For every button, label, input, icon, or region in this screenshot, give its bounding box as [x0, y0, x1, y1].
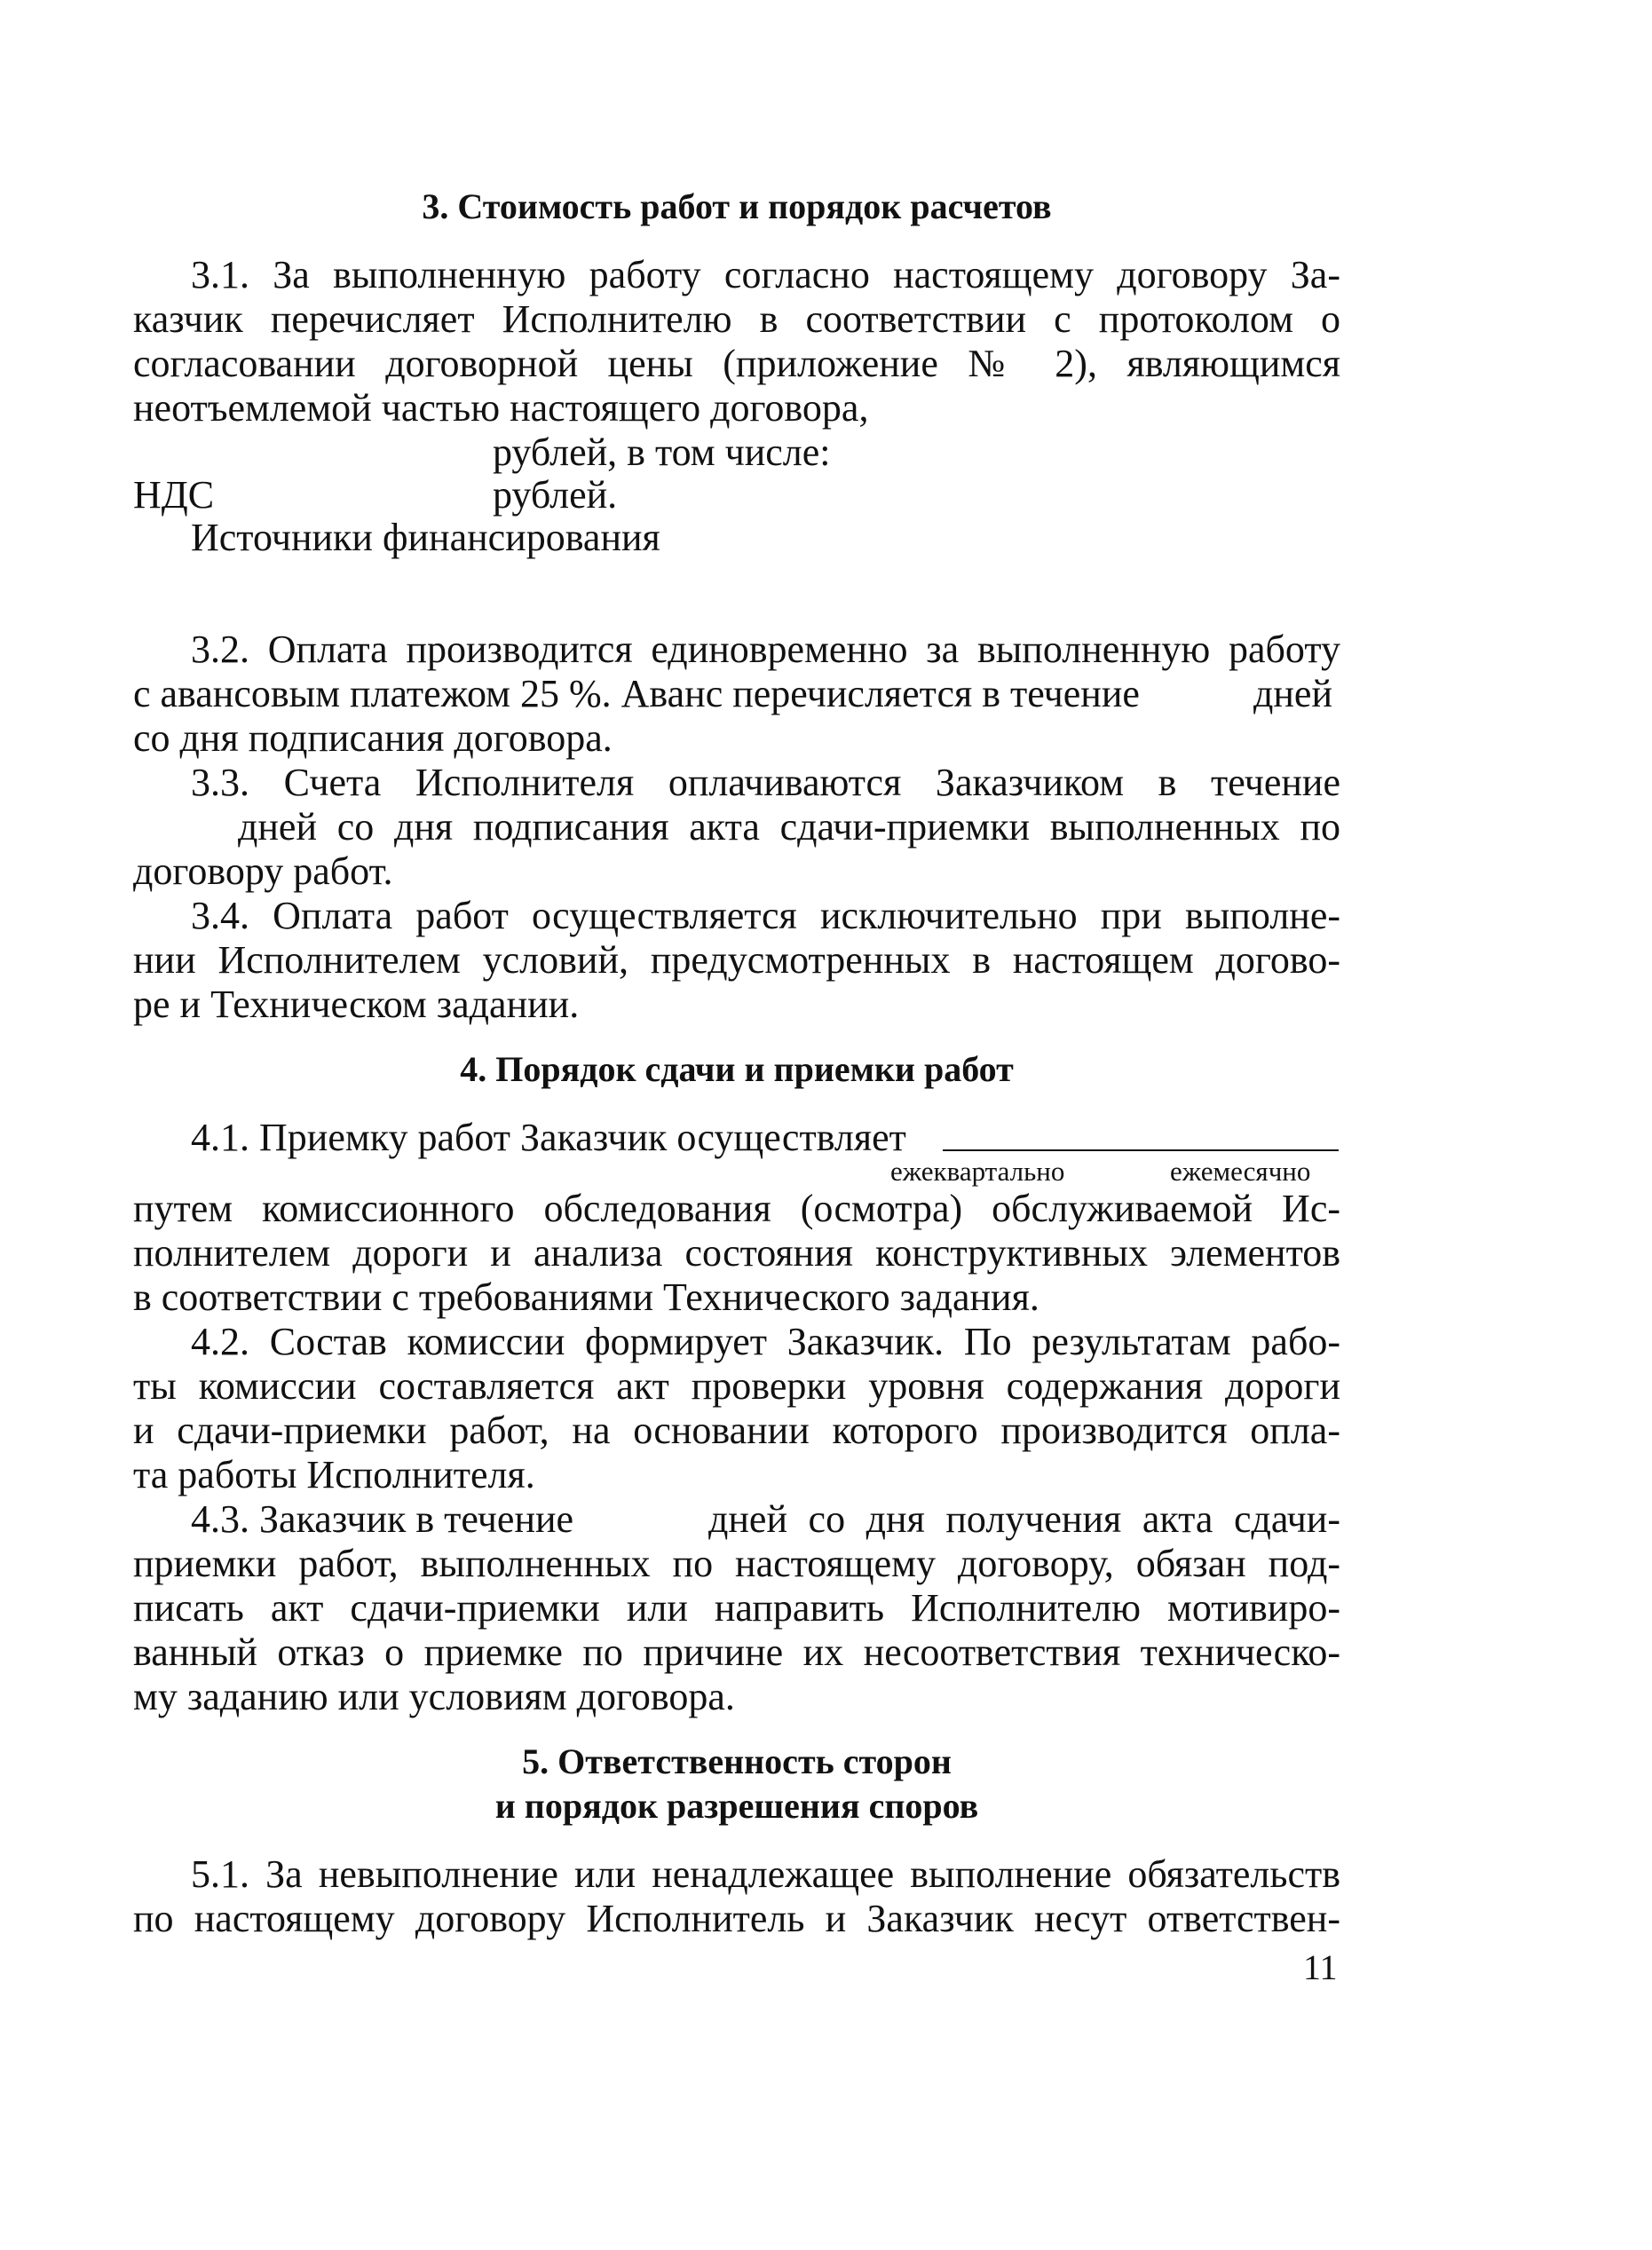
- p3-1-line-4: неотъемлемой частью настоящего договора,: [133, 386, 869, 430]
- rubles-total-text: рублей, в том числе:: [493, 430, 831, 474]
- p4-3-line-2: приемки работ, выполненных по настоящему договору, обязан под-: [133, 1542, 1340, 1585]
- p3-3-line-1: 3.3. Счета Исполнителя оплачиваются Заказчиком в течение: [191, 761, 1340, 804]
- p3-3-line-3: договору работ.: [133, 849, 393, 893]
- funding-sources-label: Источники финансирования: [191, 516, 660, 559]
- option-monthly-caption: ежемесячно: [1170, 1156, 1311, 1187]
- p3-2-line-2a: с авансовым платежом 25 %. Аванс перечисляется в течение: [133, 672, 1140, 715]
- vat-label: НДС: [133, 473, 215, 517]
- p3-1-line-2: казчик перечисляет Исполнителю в соответствии с протоколом о: [133, 297, 1340, 341]
- p3-2-line-2b: дней: [1253, 672, 1333, 715]
- option-quarterly-caption: ежеквартально: [890, 1156, 1065, 1187]
- p3-4-line-3: ре и Техническом задании.: [133, 983, 580, 1026]
- p4-2-line-4: та работы Исполнителя.: [133, 1453, 535, 1496]
- section-5-heading-line-2: и порядок разрешения споров: [494, 1786, 979, 1826]
- p4-1-line-4: в соответствии с требованиями Технического задания.: [133, 1275, 1039, 1319]
- p3-3-line-2: дней со дня подписания акта сдачи-приемки выполненных по: [238, 805, 1340, 849]
- p4-3-line-5: му заданию или условиям договора.: [133, 1675, 735, 1718]
- p4-3-line-4: ванный отказ о приемке по причине их несоответствия техническо-: [133, 1630, 1340, 1674]
- section-4-heading: 4. Порядок сдачи и приемки работ: [460, 1049, 1014, 1089]
- p4-1-line-2: путем комиссионного обследования (осмотра) обслуживаемой Ис-: [133, 1187, 1340, 1230]
- p3-4-line-2: нии Исполнителем условий, предусмотренных в настоящем догово-: [133, 938, 1340, 982]
- p4-3-line-3: писать акт сдачи-приемки или направить Исполнителю мотивиро-: [133, 1586, 1340, 1630]
- p3-1-line-1: 3.1. За выполненную работу согласно настоящему договору За-: [191, 253, 1340, 296]
- p4-1-line-3: полнителем дороги и анализа состояния конструктивных элементов: [133, 1231, 1340, 1275]
- p4-2-line-3: и сдачи-приемки работ, на основании которого производится опла-: [133, 1409, 1340, 1452]
- p4-2-line-2: ты комиссии составляется акт проверки уровня содержания дороги: [133, 1364, 1340, 1408]
- vat-rubles-text: рублей.: [493, 473, 618, 517]
- p3-2-line-3: со дня подписания договора.: [133, 716, 613, 760]
- p4-1-line-1: 4.1. Приемку работ Заказчик осуществляет: [191, 1116, 906, 1159]
- section-3-heading: 3. Стоимость работ и порядок расчетов: [422, 186, 1052, 226]
- page-number: 11: [1303, 1947, 1338, 1987]
- p5-1-line-1: 5.1. За невыполнение или ненадлежащее выполнение обязательств: [191, 1852, 1340, 1896]
- p3-4-line-1: 3.4. Оплата работ осуществляется исключительно при выполне-: [191, 894, 1340, 937]
- p4-3-line-1b: дней со дня получения акта сдачи-: [708, 1497, 1340, 1541]
- p3-2-line-1: 3.2. Оплата производится единовременно за выполненную работу: [191, 628, 1340, 671]
- acceptance-period-blank: [943, 1149, 1339, 1151]
- p4-3-line-1a: 4.3. Заказчик в течение: [191, 1497, 574, 1541]
- p3-1-line-3: согласовании договорной цены (приложение № 2), являющимся: [133, 342, 1340, 385]
- p4-2-line-1: 4.2. Состав комиссии формирует Заказчик. По результатам рабо-: [191, 1320, 1340, 1363]
- p5-1-line-2: по настоящему договору Исполнитель и Заказчик несут ответствен-: [133, 1897, 1340, 1940]
- section-5-heading-line-1: 5. Ответственность сторон: [522, 1741, 952, 1781]
